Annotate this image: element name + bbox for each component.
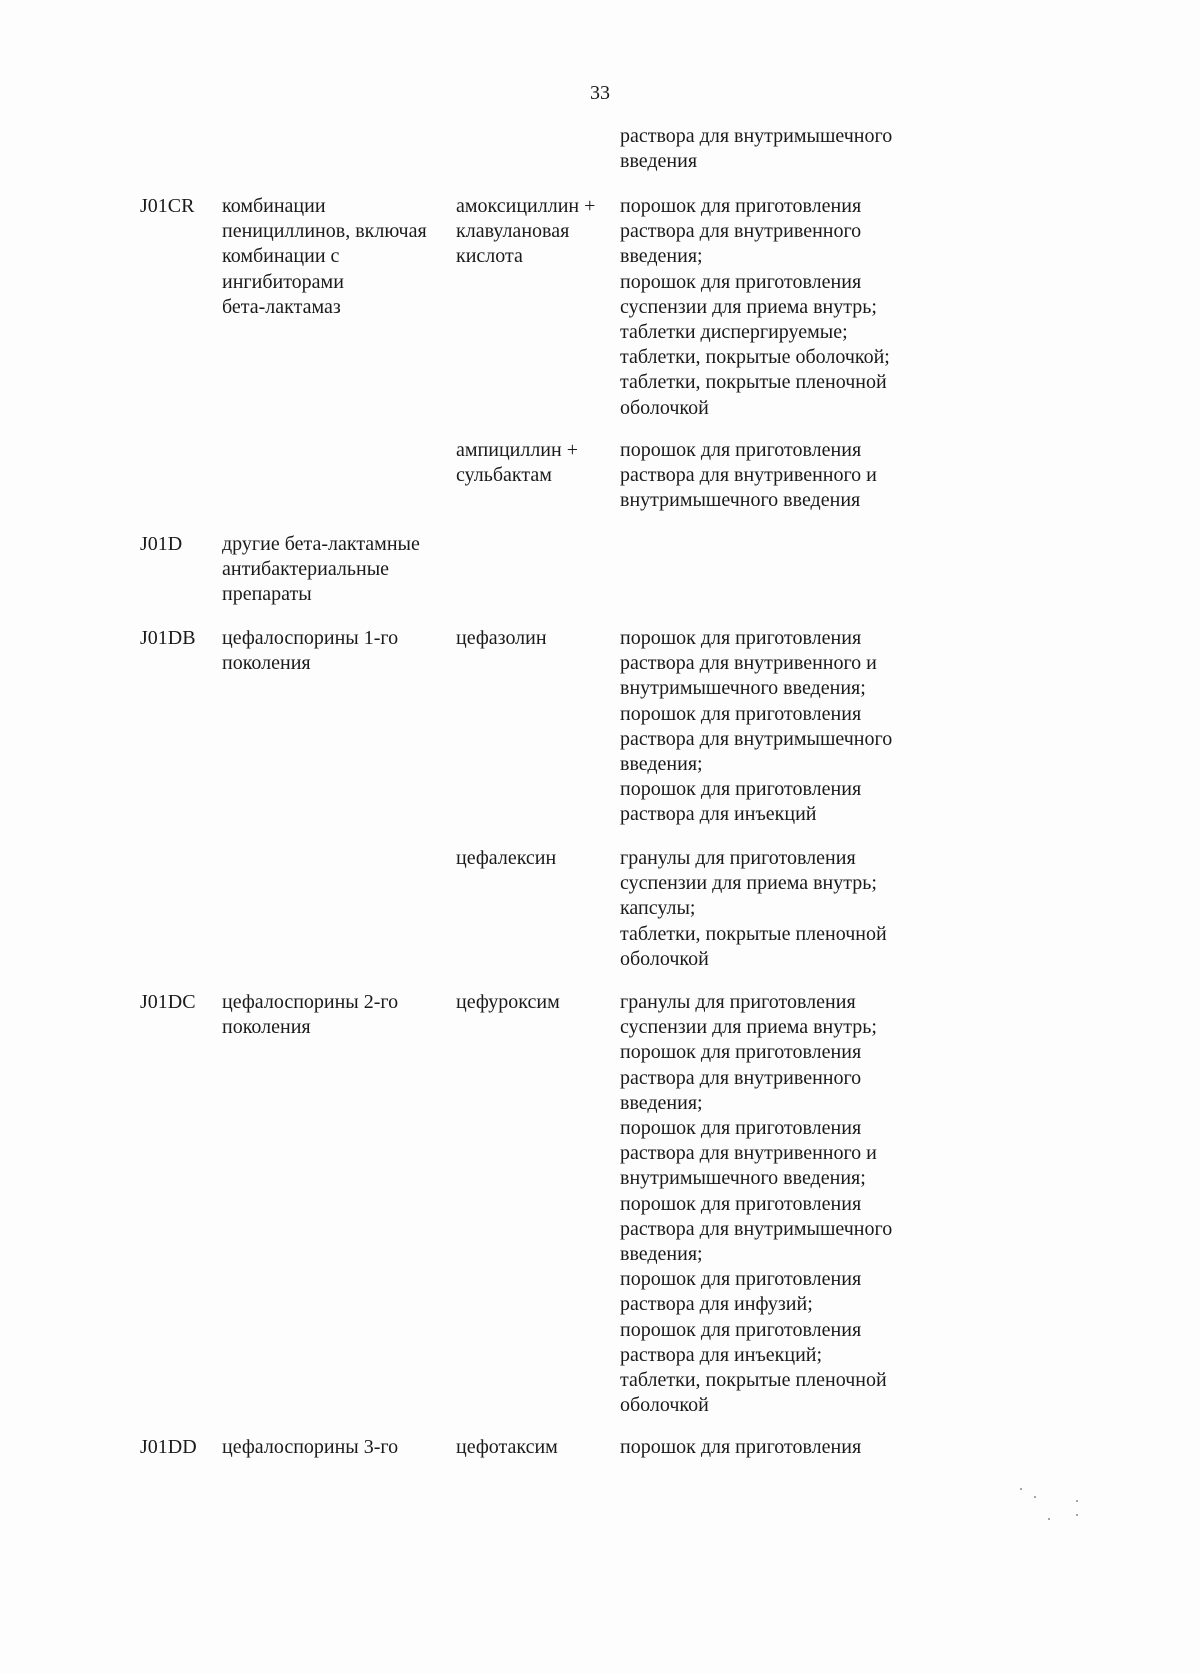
- dosage-forms: порошок для приготовления раствора для внутривенного введения; порошок для приготовления суспензии для приема внутрь; таблетки диспергируемые; таблетки, покрытые оболочкой; таблетки, покрытые пленочной оболочкой: [620, 195, 890, 419]
- drug-name: цефазолин: [456, 627, 547, 649]
- atc-group-name: цефалоспорины 3-го: [222, 1436, 399, 1458]
- drug-name: цефуроксим: [456, 991, 560, 1013]
- atc-group-name: комбинации пенициллинов, включая комбинации с ингибиторами бета-лактамаз: [222, 195, 427, 318]
- drug-name: ампициллин + сульбактам: [456, 439, 578, 487]
- dosage-forms: гранулы для приготовления суспензии для приема внутрь; порошок для приготовления раствора для внутривенного введения; порошок для приготовления раствора для внутривенного и внутримышечного введения; порошок для приготовления раствора для внутримышечного введения; порошок для приготовления раствора для инфузий; порошок для приготовления раствора для инъекций; таблетки, покрытые пленочной оболочкой: [620, 991, 893, 1417]
- drug-name: амоксициллин + клавулановая кислота: [456, 195, 596, 268]
- drug-name: цефотаксим: [456, 1436, 558, 1458]
- dosage-forms: раствора для внутримышечного введения: [620, 125, 893, 173]
- atc-group-name: цефалоспорины 1-го поколения: [222, 627, 399, 675]
- atc-code: J01CR: [140, 195, 195, 217]
- dosage-forms: порошок для приготовления раствора для внутривенного и внутримышечного введения; порошок для приготовления раствора для внутримышечного введения; порошок для приготовления раствора для инъекций: [620, 627, 893, 826]
- dosage-forms: порошок для приготовления раствора для внутривенного и внутримышечного введения: [620, 439, 877, 512]
- atc-code: J01DD: [140, 1436, 197, 1458]
- scan-speck: [1034, 1496, 1036, 1498]
- atc-code: J01D: [140, 533, 183, 555]
- atc-group-name: цефалоспорины 2-го поколения: [222, 991, 399, 1039]
- atc-code: J01DC: [140, 991, 196, 1013]
- scan-speck: [1048, 1518, 1050, 1520]
- dosage-forms: порошок для приготовления: [620, 1436, 862, 1458]
- scan-speck: [1020, 1488, 1022, 1490]
- page-number: 33: [590, 82, 610, 104]
- atc-group-name: другие бета-лактамные антибактериальные препараты: [222, 533, 420, 606]
- scan-speck: [1076, 1514, 1078, 1516]
- dosage-forms: гранулы для приготовления суспензии для приема внутрь; капсулы; таблетки, покрытые пленочной оболочкой: [620, 847, 887, 970]
- atc-code: J01DB: [140, 627, 196, 649]
- drug-name: цефалексин: [456, 847, 557, 869]
- scan-speck: [1076, 1500, 1078, 1502]
